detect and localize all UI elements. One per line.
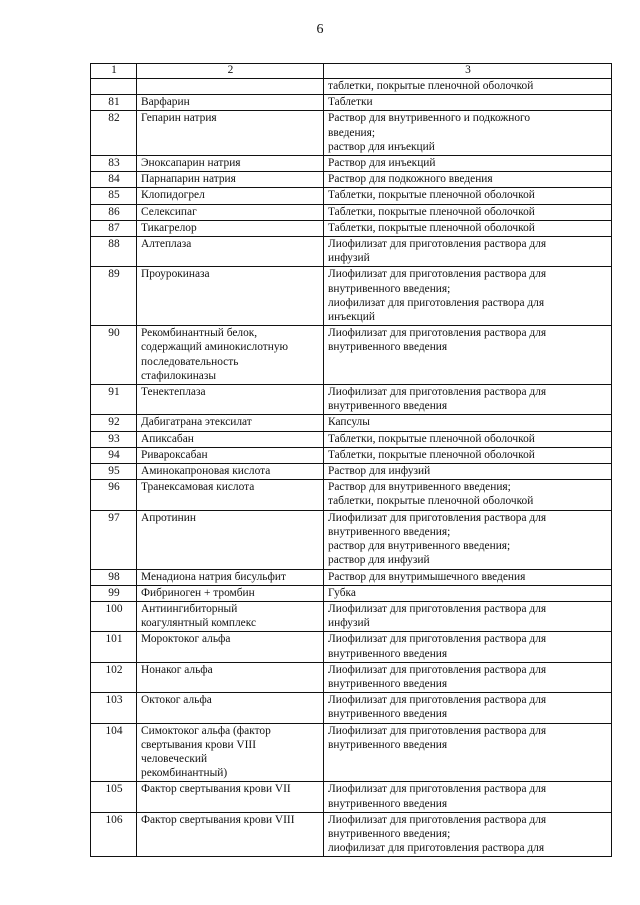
dosage-form: Губка (324, 585, 612, 601)
table-row (91, 431, 612, 447)
row-number (91, 79, 137, 95)
dosage-form: Таблетки, покрытые пленочной оболочкой (324, 204, 612, 220)
table-row (91, 95, 612, 111)
header-col-name: 2 (137, 64, 324, 79)
row-number: 102 (91, 662, 137, 692)
drug-name: Апротинин (137, 510, 324, 569)
drug-name: Ривароксабан (137, 447, 324, 463)
dosage-form: Лиофилизат для приготовления раствора для внутривенного введения (324, 723, 612, 782)
table-row (91, 782, 612, 812)
table-row (91, 385, 612, 415)
drug-name: Нонаког альфа (137, 662, 324, 692)
continuation-row (91, 79, 612, 95)
drug-name: Фактор свертывания крови VIII (137, 812, 324, 857)
row-number: 92 (91, 415, 137, 431)
table-row (91, 812, 612, 857)
row-number: 81 (91, 95, 137, 111)
row-number: 90 (91, 326, 137, 385)
drug-name: Антиингибиторный коагулянтный комплекс (137, 601, 324, 631)
page-number: 6 (316, 22, 324, 37)
table-row (91, 326, 612, 385)
drug-name: Эноксапарин натрия (137, 156, 324, 172)
dosage-form: Таблетки, покрытые пленочной оболочкой (324, 220, 612, 236)
dosage-form: Лиофилизат для приготовления раствора для внутривенного введения (324, 662, 612, 692)
dosage-form: Лиофилизат для приготовления раствора для внутривенного введения (324, 693, 612, 723)
row-number: 100 (91, 601, 137, 631)
drug-name: Гепарин натрия (137, 111, 324, 156)
row-number: 97 (91, 510, 137, 569)
dosage-form: Лиофилизат для приготовления раствора для инфузий (324, 601, 612, 631)
drug-name: Дабигатрана этексилат (137, 415, 324, 431)
row-number: 104 (91, 723, 137, 782)
drug-name: Транексамовая кислота (137, 480, 324, 510)
dosage-form: Таблетки, покрытые пленочной оболочкой (324, 188, 612, 204)
table-row (91, 415, 612, 431)
table-row (91, 172, 612, 188)
row-number: 98 (91, 569, 137, 585)
row-number: 82 (91, 111, 137, 156)
drug-name: Октоког альфа (137, 693, 324, 723)
table-row (91, 111, 612, 156)
dosage-form: Лиофилизат для приготовления раствора для внутривенного введения (324, 632, 612, 662)
table-row (91, 585, 612, 601)
row-number: 83 (91, 156, 137, 172)
drug-name: Симоктоког альфа (фактор свертывания крови VIII человеческий рекомбинантный) (137, 723, 324, 782)
row-number: 93 (91, 431, 137, 447)
dosage-form: Раствор для внутримышечного введения (324, 569, 612, 585)
row-number: 106 (91, 812, 137, 857)
drug-name: Рекомбинантный белок, содержащий аминокислотную последовательность стафилокиназы (137, 326, 324, 385)
drug-name: Мороктоког альфа (137, 632, 324, 662)
row-number: 84 (91, 172, 137, 188)
dosage-form: Раствор для инфузий (324, 464, 612, 480)
row-number: 86 (91, 204, 137, 220)
table-row (91, 188, 612, 204)
table-row (91, 723, 612, 782)
dosage-form: Раствор для внутривенного и подкожного введения; раствор для инъекций (324, 111, 612, 156)
row-number: 87 (91, 220, 137, 236)
header-col-form: 3 (324, 64, 612, 79)
drug-name: Аминокапроновая кислота (137, 464, 324, 480)
dosage-form: Раствор для подкожного введения (324, 172, 612, 188)
header-col-number: 1 (91, 64, 137, 79)
drug-list-table (90, 63, 612, 857)
table-row (91, 601, 612, 631)
drug-name: Менадиона натрия бисульфит (137, 569, 324, 585)
table-row (91, 237, 612, 267)
drug-name: Проурокиназа (137, 267, 324, 326)
row-number: 101 (91, 632, 137, 662)
row-number: 103 (91, 693, 137, 723)
table-row (91, 204, 612, 220)
row-number: 94 (91, 447, 137, 463)
row-number: 105 (91, 782, 137, 812)
row-number: 99 (91, 585, 137, 601)
row-number: 96 (91, 480, 137, 510)
row-number: 85 (91, 188, 137, 204)
table-row (91, 480, 612, 510)
table-row (91, 156, 612, 172)
drug-name: Тикагрелор (137, 220, 324, 236)
dosage-form: Таблетки, покрытые пленочной оболочкой (324, 447, 612, 463)
row-number: 88 (91, 237, 137, 267)
drug-name: Селексипаг (137, 204, 324, 220)
table-row (91, 447, 612, 463)
dosage-form: Раствор для инъекций (324, 156, 612, 172)
row-number: 95 (91, 464, 137, 480)
table-row (91, 464, 612, 480)
drug-name: Апиксабан (137, 431, 324, 447)
table-row (91, 220, 612, 236)
dosage-form: Лиофилизат для приготовления раствора для инфузий (324, 237, 612, 267)
drug-name: Алтеплаза (137, 237, 324, 267)
drug-name (137, 79, 324, 95)
drug-name: Фактор свертывания крови VII (137, 782, 324, 812)
row-number: 91 (91, 385, 137, 415)
dosage-form: Таблетки (324, 95, 612, 111)
dosage-form: таблетки, покрытые пленочной оболочкой (324, 79, 612, 95)
table-row (91, 510, 612, 569)
drug-name: Варфарин (137, 95, 324, 111)
table-row (91, 662, 612, 692)
dosage-form: Раствор для внутривенного введения; таблетки, покрытые пленочной оболочкой (324, 480, 612, 510)
dosage-form: Лиофилизат для приготовления раствора для внутривенного введения (324, 782, 612, 812)
dosage-form: Лиофилизат для приготовления раствора для внутривенного введения; лиофилизат для приготовления раствора для (324, 812, 612, 857)
dosage-form: Лиофилизат для приготовления раствора для внутривенного введения (324, 326, 612, 385)
table-row (91, 693, 612, 723)
table-row (91, 569, 612, 585)
table-header-row (91, 64, 612, 79)
table-row (91, 267, 612, 326)
dosage-form: Капсулы (324, 415, 612, 431)
dosage-form: Лиофилизат для приготовления раствора для внутривенного введения (324, 385, 612, 415)
row-number: 89 (91, 267, 137, 326)
dosage-form: Лиофилизат для приготовления раствора для внутривенного введения; лиофилизат для приготовления раствора для инъекций (324, 267, 612, 326)
drug-name: Фибриноген + тромбин (137, 585, 324, 601)
dosage-form: Таблетки, покрытые пленочной оболочкой (324, 431, 612, 447)
drug-name: Тенектеплаза (137, 385, 324, 415)
drug-name: Парнапарин натрия (137, 172, 324, 188)
table-row (91, 632, 612, 662)
drug-name: Клопидогрел (137, 188, 324, 204)
dosage-form: Лиофилизат для приготовления раствора для внутривенного введения; раствор для внутривенного введения; раствор для инфузий (324, 510, 612, 569)
